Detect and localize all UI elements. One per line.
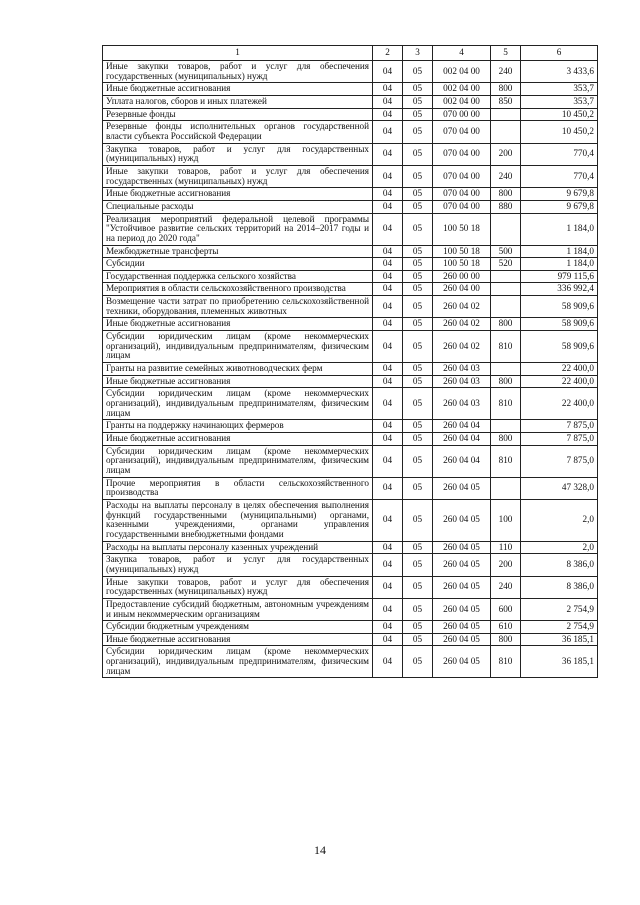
cell-target-article: 260 04 04 [433, 420, 491, 433]
cell-section: 04 [373, 433, 403, 446]
cell-section: 04 [373, 108, 403, 121]
cell-amount: 36 185,1 [521, 646, 598, 678]
cell-subsection: 05 [403, 143, 433, 165]
cell-section: 04 [373, 188, 403, 201]
cell-section: 04 [373, 445, 403, 477]
cell-target-article: 260 04 03 [433, 375, 491, 388]
cell-expense-type: 100 [491, 499, 521, 541]
cell-expense-type [491, 108, 521, 121]
table-row [103, 445, 598, 477]
cell-expense-type: 520 [491, 258, 521, 271]
table-row [103, 477, 598, 499]
table-row [103, 576, 598, 598]
cell-subsection: 05 [403, 331, 433, 363]
table-row [103, 296, 598, 318]
table-row [103, 270, 598, 283]
cell-section: 04 [373, 633, 403, 646]
cell-amount: 353,7 [521, 95, 598, 108]
cell-name: Возмещение части затрат по приобретению сельскохозяйственной техники, оборудования, племенных животных [103, 296, 373, 318]
cell-expense-type [491, 420, 521, 433]
cell-subsection: 05 [403, 121, 433, 143]
cell-section: 04 [373, 165, 403, 187]
cell-section: 04 [373, 296, 403, 318]
header-col-5: 5 [491, 46, 521, 61]
cell-expense-type: 800 [491, 633, 521, 646]
cell-subsection: 05 [403, 477, 433, 499]
cell-expense-type: 240 [491, 576, 521, 598]
table-row [103, 318, 598, 331]
cell-subsection: 05 [403, 499, 433, 541]
cell-name: Субсидии юридическим лицам (кроме некоммерческих организаций), индивидуальным предпринимателям, физическим лицам [103, 646, 373, 678]
cell-target-article: 260 04 05 [433, 633, 491, 646]
cell-name: Расходы на выплаты персоналу в целях обеспечения выполнения функций государственными (муниципальными) органами, казенными учреждениями, органами управления государственными внебюджетными фондами [103, 499, 373, 541]
cell-expense-type: 800 [491, 375, 521, 388]
cell-expense-type: 240 [491, 165, 521, 187]
cell-subsection: 05 [403, 420, 433, 433]
cell-name: Иные закупки товаров, работ и услуг для обеспечения государственных (муниципальных) нужд [103, 165, 373, 187]
cell-amount: 9 679,8 [521, 188, 598, 201]
cell-target-article: 070 04 00 [433, 200, 491, 213]
cell-name: Прочие мероприятия в области сельскохозяйственного производства [103, 477, 373, 499]
cell-name: Государственная поддержка сельского хозяйства [103, 270, 373, 283]
cell-target-article: 002 04 00 [433, 61, 491, 83]
cell-amount: 1 184,0 [521, 245, 598, 258]
cell-amount: 353,7 [521, 83, 598, 96]
cell-target-article: 070 04 00 [433, 188, 491, 201]
cell-name: Гранты на развитие семейных животноводческих ферм [103, 363, 373, 376]
cell-amount: 7 875,0 [521, 445, 598, 477]
cell-expense-type [491, 270, 521, 283]
cell-subsection: 05 [403, 83, 433, 96]
table-row [103, 165, 598, 187]
cell-target-article: 070 04 00 [433, 165, 491, 187]
cell-subsection: 05 [403, 445, 433, 477]
table-row [103, 375, 598, 388]
table-row [103, 633, 598, 646]
cell-expense-type: 800 [491, 83, 521, 96]
cell-subsection: 05 [403, 541, 433, 554]
cell-name: Специальные расходы [103, 200, 373, 213]
table-row [103, 363, 598, 376]
table-row [103, 598, 598, 620]
cell-target-article: 260 04 05 [433, 598, 491, 620]
cell-name: Иные закупки товаров, работ и услуг для обеспечения государственных (муниципальных) нужд [103, 576, 373, 598]
cell-section: 04 [373, 61, 403, 83]
cell-subsection: 05 [403, 200, 433, 213]
cell-name: Иные бюджетные ассигнования [103, 188, 373, 201]
cell-amount: 336 992,4 [521, 283, 598, 296]
cell-section: 04 [373, 121, 403, 143]
cell-amount: 58 909,6 [521, 318, 598, 331]
cell-section: 04 [373, 388, 403, 420]
cell-name: Субсидии [103, 258, 373, 271]
cell-subsection: 05 [403, 61, 433, 83]
cell-target-article: 260 04 05 [433, 576, 491, 598]
table-row [103, 83, 598, 96]
cell-name: Субсидии юридическим лицам (кроме некоммерческих организаций), индивидуальным предпринимателям, физическим лицам [103, 331, 373, 363]
cell-subsection: 05 [403, 95, 433, 108]
cell-subsection: 05 [403, 433, 433, 446]
table-row [103, 108, 598, 121]
cell-target-article: 070 04 00 [433, 143, 491, 165]
table-row [103, 200, 598, 213]
cell-expense-type: 810 [491, 388, 521, 420]
cell-subsection: 05 [403, 621, 433, 634]
cell-expense-type: 800 [491, 318, 521, 331]
cell-amount: 770,4 [521, 165, 598, 187]
cell-expense-type [491, 283, 521, 296]
cell-name: Субсидии юридическим лицам (кроме некоммерческих организаций), индивидуальным предпринимателям, физическим лицам [103, 445, 373, 477]
cell-subsection: 05 [403, 258, 433, 271]
cell-expense-type: 200 [491, 143, 521, 165]
table-row [103, 420, 598, 433]
cell-section: 04 [373, 598, 403, 620]
cell-target-article: 260 04 05 [433, 499, 491, 541]
cell-name: Иные бюджетные ассигнования [103, 433, 373, 446]
cell-expense-type: 810 [491, 331, 521, 363]
cell-amount: 22 400,0 [521, 388, 598, 420]
cell-target-article: 260 04 03 [433, 388, 491, 420]
cell-name: Иные бюджетные ассигнования [103, 83, 373, 96]
cell-section: 04 [373, 331, 403, 363]
cell-target-article: 100 50 18 [433, 245, 491, 258]
cell-name: Предоставление субсидий бюджетным, автономным учреждениям и иным некоммерческим организациям [103, 598, 373, 620]
cell-amount: 7 875,0 [521, 420, 598, 433]
cell-expense-type: 240 [491, 61, 521, 83]
cell-target-article: 070 00 00 [433, 108, 491, 121]
cell-section: 04 [373, 375, 403, 388]
table-row [103, 213, 598, 245]
table-row [103, 388, 598, 420]
cell-subsection: 05 [403, 375, 433, 388]
cell-name: Гранты на поддержку начинающих фермеров [103, 420, 373, 433]
cell-amount: 2 754,9 [521, 598, 598, 620]
cell-expense-type: 800 [491, 433, 521, 446]
cell-section: 04 [373, 420, 403, 433]
cell-amount: 58 909,6 [521, 296, 598, 318]
table-row [103, 95, 598, 108]
cell-subsection: 05 [403, 388, 433, 420]
cell-expense-type: 810 [491, 646, 521, 678]
cell-subsection: 05 [403, 245, 433, 258]
cell-amount: 47 328,0 [521, 477, 598, 499]
cell-section: 04 [373, 576, 403, 598]
cell-amount: 9 679,8 [521, 200, 598, 213]
cell-section: 04 [373, 541, 403, 554]
cell-amount: 1 184,0 [521, 213, 598, 245]
cell-target-article: 260 04 04 [433, 433, 491, 446]
table-row [103, 646, 598, 678]
cell-target-article: 260 04 05 [433, 541, 491, 554]
cell-section: 04 [373, 477, 403, 499]
table-row [103, 61, 598, 83]
cell-expense-type: 200 [491, 554, 521, 576]
cell-expense-type: 500 [491, 245, 521, 258]
table-header-row [103, 46, 598, 61]
cell-amount: 770,4 [521, 143, 598, 165]
cell-subsection: 05 [403, 188, 433, 201]
cell-subsection: 05 [403, 646, 433, 678]
cell-target-article: 260 04 02 [433, 318, 491, 331]
cell-subsection: 05 [403, 270, 433, 283]
cell-expense-type [491, 477, 521, 499]
table-row [103, 499, 598, 541]
cell-name: Резервные фонды исполнительных органов государственной власти субъекта Российской Федерации [103, 121, 373, 143]
cell-target-article: 070 04 00 [433, 121, 491, 143]
cell-amount: 8 386,0 [521, 576, 598, 598]
cell-section: 04 [373, 213, 403, 245]
cell-target-article: 002 04 00 [433, 95, 491, 108]
cell-subsection: 05 [403, 165, 433, 187]
cell-section: 04 [373, 363, 403, 376]
cell-target-article: 002 04 00 [433, 83, 491, 96]
cell-target-article: 260 04 02 [433, 296, 491, 318]
table-row [103, 143, 598, 165]
table-row [103, 331, 598, 363]
cell-section: 04 [373, 143, 403, 165]
cell-section: 04 [373, 245, 403, 258]
cell-expense-type: 850 [491, 95, 521, 108]
cell-subsection: 05 [403, 633, 433, 646]
header-col-3: 3 [403, 46, 433, 61]
cell-amount: 58 909,6 [521, 331, 598, 363]
cell-subsection: 05 [403, 108, 433, 121]
cell-section: 04 [373, 200, 403, 213]
cell-subsection: 05 [403, 554, 433, 576]
page-number: 14 [314, 843, 326, 857]
cell-name: Закупка товаров, работ и услуг для государственных (муниципальных) нужд [103, 554, 373, 576]
cell-amount: 36 185,1 [521, 633, 598, 646]
header-col-6: 6 [521, 46, 598, 61]
cell-expense-type: 810 [491, 445, 521, 477]
cell-subsection: 05 [403, 283, 433, 296]
table-row [103, 541, 598, 554]
cell-expense-type: 880 [491, 200, 521, 213]
table-row [103, 433, 598, 446]
cell-amount: 10 450,2 [521, 108, 598, 121]
cell-section: 04 [373, 318, 403, 331]
cell-section: 04 [373, 83, 403, 96]
cell-name: Межбюджетные трансферты [103, 245, 373, 258]
cell-expense-type: 800 [491, 188, 521, 201]
cell-target-article: 260 04 00 [433, 283, 491, 296]
table-row [103, 245, 598, 258]
cell-expense-type: 600 [491, 598, 521, 620]
cell-section: 04 [373, 554, 403, 576]
cell-expense-type [491, 296, 521, 318]
table-row [103, 258, 598, 271]
budget-table [102, 45, 598, 678]
cell-target-article: 260 04 04 [433, 445, 491, 477]
cell-amount: 22 400,0 [521, 363, 598, 376]
cell-name: Мероприятия в области сельскохозяйственного производства [103, 283, 373, 296]
cell-expense-type [491, 121, 521, 143]
cell-amount: 22 400,0 [521, 375, 598, 388]
cell-name: Иные бюджетные ассигнования [103, 633, 373, 646]
cell-target-article: 100 50 18 [433, 213, 491, 245]
cell-target-article: 260 04 05 [433, 554, 491, 576]
table-row [103, 121, 598, 143]
cell-amount: 979 115,6 [521, 270, 598, 283]
cell-subsection: 05 [403, 363, 433, 376]
header-col-4: 4 [433, 46, 491, 61]
cell-subsection: 05 [403, 296, 433, 318]
table-row [103, 554, 598, 576]
cell-expense-type [491, 213, 521, 245]
cell-section: 04 [373, 646, 403, 678]
cell-name: Иные бюджетные ассигнования [103, 318, 373, 331]
cell-amount: 3 433,6 [521, 61, 598, 83]
cell-target-article: 260 04 05 [433, 477, 491, 499]
cell-target-article: 260 04 05 [433, 646, 491, 678]
cell-section: 04 [373, 283, 403, 296]
cell-target-article: 260 04 02 [433, 331, 491, 363]
header-col-1: 1 [103, 46, 373, 61]
cell-expense-type: 610 [491, 621, 521, 634]
header-col-2: 2 [373, 46, 403, 61]
cell-name: Расходы на выплаты персоналу казенных учреждений [103, 541, 373, 554]
cell-name: Иные закупки товаров, работ и услуг для обеспечения государственных (муниципальных) нужд [103, 61, 373, 83]
cell-name: Закупка товаров, работ и услуг для государственных (муниципальных) нужд [103, 143, 373, 165]
cell-name: Реализация мероприятий федеральной целевой программы "Устойчивое развитие сельских территорий на 2014–2017 годы и на период до 2020 года" [103, 213, 373, 245]
cell-name: Субсидии бюджетным учреждениям [103, 621, 373, 634]
cell-name: Резервные фонды [103, 108, 373, 121]
cell-target-article: 260 04 03 [433, 363, 491, 376]
cell-amount: 7 875,0 [521, 433, 598, 446]
cell-subsection: 05 [403, 598, 433, 620]
cell-subsection: 05 [403, 576, 433, 598]
cell-target-article: 260 04 05 [433, 621, 491, 634]
cell-amount: 2 754,9 [521, 621, 598, 634]
cell-amount: 1 184,0 [521, 258, 598, 271]
table-row [103, 283, 598, 296]
cell-section: 04 [373, 258, 403, 271]
cell-section: 04 [373, 499, 403, 541]
cell-section: 04 [373, 621, 403, 634]
cell-amount: 2,0 [521, 541, 598, 554]
cell-amount: 2,0 [521, 499, 598, 541]
cell-subsection: 05 [403, 318, 433, 331]
cell-section: 04 [373, 270, 403, 283]
cell-name: Субсидии юридическим лицам (кроме некоммерческих организаций), индивидуальным предпринимателям, физическим лицам [103, 388, 373, 420]
cell-name: Иные бюджетные ассигнования [103, 375, 373, 388]
cell-name: Уплата налогов, сборов и иных платежей [103, 95, 373, 108]
cell-target-article: 100 50 18 [433, 258, 491, 271]
cell-expense-type: 110 [491, 541, 521, 554]
cell-amount: 10 450,2 [521, 121, 598, 143]
table-body [103, 61, 598, 678]
table-row [103, 621, 598, 634]
cell-amount: 8 386,0 [521, 554, 598, 576]
cell-section: 04 [373, 95, 403, 108]
cell-target-article: 260 00 00 [433, 270, 491, 283]
cell-expense-type [491, 363, 521, 376]
cell-subsection: 05 [403, 213, 433, 245]
table-row [103, 188, 598, 201]
